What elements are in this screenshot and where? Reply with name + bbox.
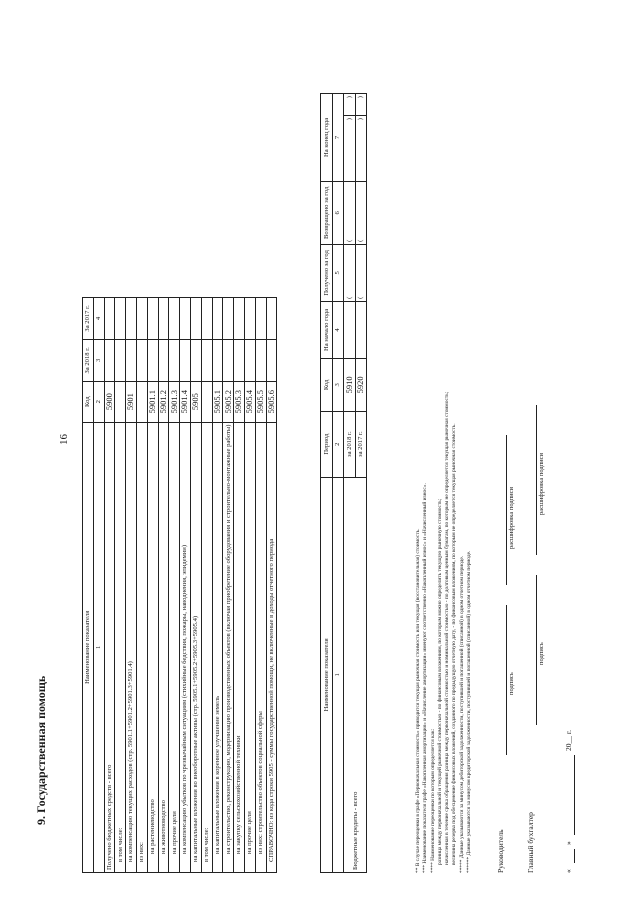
value-2018-cell — [223, 339, 234, 381]
column-number: 2 — [332, 411, 344, 477]
sign-caption: подпись — [538, 642, 545, 665]
footnote: величина резерва под обесценение финансовых вложений, созданного по предыдущую отчетную дату, - по финансовым вложениям, по которым не определяется текущая рыночная стоимость. — [451, 423, 458, 865]
footnote: ** В случае переоценки в графе «Первоначальная стоимость» приводится текущая рыночная стоимость или текущая (восстановительная) стоимость. — [415, 528, 421, 873]
row-label: на животноводство — [158, 422, 169, 872]
date-mid: » — [564, 841, 573, 845]
date-year: 20__ г. — [564, 730, 573, 751]
row-label: в том числе: — [115, 422, 126, 872]
date-open: « — [564, 869, 573, 873]
code-cell: 5920 — [355, 359, 367, 412]
value-2017-cell — [136, 298, 147, 340]
value-2017-cell — [104, 298, 115, 340]
column-header: На начало года — [321, 301, 333, 358]
table-row — [104, 298, 115, 873]
code-cell: 5901.3 — [169, 381, 180, 422]
code-cell: 5905.5 — [255, 381, 266, 422]
code-cell: 5905.2 — [223, 381, 234, 422]
row-label: СПРАВОЧНО: из кода строки 5905 - суммы государственной помощи, не включенные в доходы отчетного периода — [266, 422, 277, 872]
column-header: Возвращено за год — [321, 181, 333, 244]
row-label: Получено бюджетных средств - всего — [104, 422, 115, 872]
table-header-row — [321, 94, 333, 873]
value-2017-cell — [244, 298, 255, 340]
footnote: ***** Данные указываются за минусом дебиторской задолженности, поступившей и погашенной (списанной) в одном отчетном периоде. — [458, 555, 465, 873]
value-2018-cell — [255, 339, 266, 381]
table-row — [201, 298, 212, 873]
value-2017-cell — [212, 298, 223, 340]
sign-caption: подпись — [508, 672, 515, 695]
column-number: 1 — [93, 422, 104, 872]
value-2018-cell — [201, 339, 212, 381]
column-number: 2 — [93, 381, 104, 422]
date-month-line — [564, 755, 575, 835]
footnote: **** Наименование переоценки по которым определяется как: — [429, 728, 436, 873]
table-row — [190, 298, 201, 873]
value-2018-cell — [244, 339, 255, 381]
footnote: начисленная в течение срока обращения разница между первоначальной стоимостью и номинальной стоимостью - по долговым ценным бумагам, по которым не определяется текущая рыночная стоимость; — [444, 391, 451, 865]
column-number: 3 — [93, 339, 104, 381]
page-number: 16 — [58, 434, 70, 445]
table-row — [136, 298, 147, 873]
value-2017-cell — [169, 298, 180, 340]
date-day-line — [564, 849, 575, 863]
closer-cell: ) — [344, 94, 356, 116]
head-decode-line — [496, 435, 507, 585]
value-2018-cell — [212, 339, 223, 381]
row-label: из них: — [136, 422, 147, 872]
column-header: Наименование показателя — [321, 477, 333, 872]
column-header: Код — [321, 359, 333, 412]
start-cell — [355, 301, 367, 358]
accountant-label: Главный бухгалтер — [526, 812, 535, 873]
value-2017-cell — [147, 298, 158, 340]
received-cell: ( — [344, 244, 356, 301]
value-2018-cell — [115, 339, 126, 381]
value-2017-cell — [180, 298, 191, 340]
value-2017-cell — [201, 298, 212, 340]
value-2018-cell — [180, 339, 191, 381]
footnote: ****** Данные указываются за минусом кредиторской задолженности, поступившей и погашенной (списанной) в одном отчетном периоде. — [466, 550, 473, 873]
value-2018-cell — [147, 339, 158, 381]
row-label: на закупку сельскохозяйственной техники — [234, 422, 245, 872]
table-row — [169, 298, 180, 873]
row-label: на растениеводство — [147, 422, 158, 872]
head-signature-line — [496, 605, 507, 755]
value-2018-cell — [234, 339, 245, 381]
returned-cell: ( — [344, 181, 356, 244]
column-header: Код — [83, 381, 94, 422]
value-2017-cell — [266, 298, 277, 340]
row-label: на строительство, реконструкцию, модернизацию производственных объектов (включая приобретение оборудования и строительно-монтажные работы) — [223, 422, 234, 872]
code-cell — [115, 381, 126, 422]
column-header: За 2017 г. — [83, 298, 94, 340]
value-2018-cell — [158, 339, 169, 381]
rotated-page — [20, 5, 620, 885]
state-aid-table — [82, 297, 277, 873]
table-row — [147, 298, 158, 873]
row-label: в том числе: — [201, 422, 212, 872]
code-cell: 5900 — [104, 381, 115, 422]
table-row — [344, 94, 356, 873]
table-row — [158, 298, 169, 873]
table-row — [255, 298, 266, 873]
code-cell: 5905.1 — [212, 381, 223, 422]
column-number-row — [332, 94, 344, 873]
table-row — [223, 298, 234, 873]
code-cell: 5905.4 — [244, 381, 255, 422]
row-label: Бюджетные кредиты - всего — [344, 477, 367, 872]
column-number: 7 — [332, 94, 344, 182]
code-cell: 5910 — [344, 359, 356, 412]
column-number: 1 — [332, 477, 344, 872]
decode-caption: расшифровка подписи — [508, 486, 515, 549]
row-label: из них: строительство объектов социальной сферы — [255, 422, 266, 872]
table-row — [234, 298, 245, 873]
page-title: 9. Государственная помощь — [34, 675, 48, 825]
code-cell: 5905 — [190, 381, 201, 422]
column-number: 4 — [93, 298, 104, 340]
footnotes — [415, 13, 473, 873]
column-number: 5 — [332, 244, 344, 301]
value-2018-cell — [266, 339, 277, 381]
code-cell: 5905.6 — [266, 381, 277, 422]
footnote: *** Наименование показателя графе «Накопленная амортизация» и «Начисление амортизации» именуют соответственно «Накопленный износ» и «Начисленный износ». — [422, 483, 429, 873]
period-cell: за 2017 г. — [355, 411, 367, 477]
value-2017-cell — [115, 298, 126, 340]
table-header-row — [83, 298, 94, 873]
value-2017-cell — [190, 298, 201, 340]
value-2017-cell — [255, 298, 266, 340]
table-row — [126, 298, 137, 873]
closer-cell: ) — [355, 94, 367, 116]
code-cell: 5901.4 — [180, 381, 191, 422]
column-header: Получено за год — [321, 244, 333, 301]
row-label: на прочие цели — [169, 422, 180, 872]
table-row — [180, 298, 191, 873]
value-2017-cell — [223, 298, 234, 340]
column-number: 6 — [332, 181, 344, 244]
column-header: За 2018 г. — [83, 339, 94, 381]
code-cell: 5901.1 — [147, 381, 158, 422]
table-row — [244, 298, 255, 873]
row-label: на компенсацию текущих расходов (стр. 5901.1+5901.2+5901.3+5901.4) — [126, 422, 137, 872]
column-number-row — [93, 298, 104, 873]
value-2017-cell — [126, 298, 137, 340]
accountant-decode-line — [526, 405, 537, 555]
table-row — [212, 298, 223, 873]
code-cell: 5901 — [126, 381, 137, 422]
value-2017-cell — [158, 298, 169, 340]
head-label: Руководитель — [496, 829, 505, 873]
received-cell: ( — [355, 244, 367, 301]
code-cell: 5901.2 — [158, 381, 169, 422]
footnote: разница между первоначальной и текущей рыночной стоимостью - по финансовым вложениям, по которым можно определить текущую рыночную стоимость; — [436, 498, 443, 865]
returned-cell: ( — [355, 181, 367, 244]
column-header: Наименование показателя — [83, 422, 94, 872]
end-cell: ) — [344, 116, 356, 182]
column-header: На конец года — [321, 94, 333, 182]
row-label: на компенсацию убытков по чрезвычайным ситуациям (стихийные бедствия, пожары, наводнения, эпидемии) — [180, 422, 191, 872]
table-row — [115, 298, 126, 873]
column-number: 3 — [332, 359, 344, 412]
column-header: Период — [321, 411, 333, 477]
row-label: на капитальные вложения во внеоборотные активы (стр. 5905.1+5905.2+5905.3+5905.4) — [190, 422, 201, 872]
state-aid-table-body — [104, 298, 277, 873]
value-2018-cell — [136, 339, 147, 381]
end-cell: ) — [355, 116, 367, 182]
table-row — [266, 298, 277, 873]
code-cell — [136, 381, 147, 422]
start-cell — [344, 301, 356, 358]
row-label: на капитальные вложения в коренное улучшение земель — [212, 422, 223, 872]
value-2017-cell — [234, 298, 245, 340]
decode-caption: расшифровка подписи — [538, 452, 545, 515]
value-2018-cell — [169, 339, 180, 381]
accountant-signature-line — [526, 575, 537, 725]
value-2018-cell — [190, 339, 201, 381]
column-number: 4 — [332, 301, 344, 358]
code-cell — [201, 381, 212, 422]
period-cell: за 2018 г. — [344, 411, 356, 477]
row-label: на прочие цели — [244, 422, 255, 872]
budget-credits-table — [320, 93, 367, 873]
code-cell: 5905.3 — [234, 381, 245, 422]
value-2018-cell — [126, 339, 137, 381]
value-2018-cell — [104, 339, 115, 381]
